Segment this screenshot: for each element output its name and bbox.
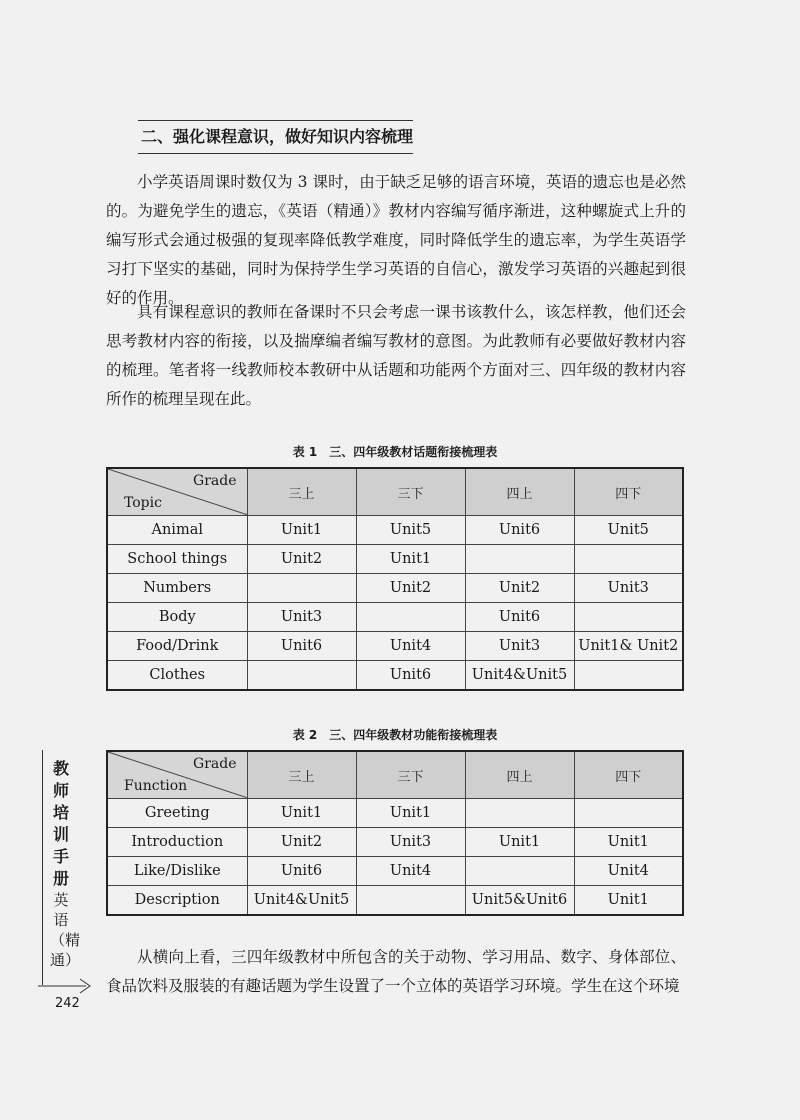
table-row [107, 799, 683, 828]
table-row [107, 828, 683, 857]
sidebar-subject: 英语（精通） [50, 891, 81, 969]
paragraph-1: 小学英语周课时数仅为 3 课时，由于缺乏足够的语言环境，英语的遗忘也是必然的。为避免学生的遗忘，《英语（精通）》教材内容编写循序渐进，这种螺旋式上升的编写形式会通过极强的复现率降低教学难度，同时降低学生的遗忘率，为学生英语学习打下坚实的基础，同时为保持学生学习英语的自信心，激发学习英语的兴趣起到很好的作用。 [106, 173, 686, 307]
table-cell: Unit6 [465, 603, 574, 632]
table-cell [574, 545, 683, 574]
section-heading: 二、强化课程意识，做好知识内容梳理 [138, 120, 413, 154]
table-cell: Unit1 [574, 886, 683, 916]
table-cell: Unit6 [247, 857, 356, 886]
row-label: Clothes [107, 661, 247, 691]
table2-caption: 表 2 三、四年级教材功能衔接梳理表 [292, 728, 498, 742]
table-cell: Unit4 [356, 857, 465, 886]
table-cell [574, 603, 683, 632]
table-row [107, 603, 683, 632]
topic-label: Topic [124, 495, 162, 511]
table-cell [247, 574, 356, 603]
table-cell: Unit1 [574, 828, 683, 857]
table-cell [574, 799, 683, 828]
grade-header: 三上 [247, 751, 356, 799]
row-label: Food/Drink [107, 632, 247, 661]
row-label: Body [107, 603, 247, 632]
table-header-row [107, 468, 683, 516]
grade-label: Grade [193, 473, 237, 489]
table-row [107, 632, 683, 661]
grade-header: 三下 [356, 751, 465, 799]
table-cell: Unit3 [247, 603, 356, 632]
table-cell [356, 886, 465, 916]
table-cell [465, 545, 574, 574]
table-cell [247, 661, 356, 691]
grade-label: Grade [193, 756, 237, 772]
page-number: 242 [55, 996, 80, 1011]
corner-cell [107, 468, 247, 516]
table-cell: Unit3 [356, 828, 465, 857]
grade-header: 三上 [247, 468, 356, 516]
table-cell: Unit1 [465, 828, 574, 857]
table-row [107, 857, 683, 886]
topic-table [106, 467, 684, 691]
row-label: Numbers [107, 574, 247, 603]
function-table [106, 750, 684, 916]
grade-header: 四下 [574, 468, 683, 516]
table-cell: Unit6 [356, 661, 465, 691]
table-cell: Unit1& Unit2 [574, 632, 683, 661]
grade-header: 四上 [465, 468, 574, 516]
table-cell: Unit1 [247, 516, 356, 545]
table-cell: Unit6 [247, 632, 356, 661]
row-label: Introduction [107, 828, 247, 857]
table-cell [465, 857, 574, 886]
table-cell: Unit2 [356, 574, 465, 603]
table-row [107, 545, 683, 574]
table-cell: Unit5&Unit6 [465, 886, 574, 916]
table-cell: Unit5 [574, 516, 683, 545]
sidebar-rule [42, 750, 43, 985]
table-cell [356, 603, 465, 632]
table-cell: Unit4&Unit5 [247, 886, 356, 916]
table-cell [465, 799, 574, 828]
row-label: Animal [107, 516, 247, 545]
table-cell: Unit3 [574, 574, 683, 603]
table-row [107, 516, 683, 545]
table-cell: Unit1 [356, 545, 465, 574]
table-cell: Unit4 [574, 857, 683, 886]
table-row [107, 574, 683, 603]
grade-header: 四上 [465, 751, 574, 799]
table-cell: Unit2 [247, 828, 356, 857]
table-cell: Unit2 [465, 574, 574, 603]
paragraph-2: 具有课程意识的教师在备课时不只会考虑一课书该教什么，该怎样教，他们还会思考教材内容的衔接，以及揣摩编者编写教材的意图。为此教师有必要做好教材内容的梳理。笔者将一线教师校本教研中从话题和功能两个方面对三、四年级的教材内容所作的梳理呈现在此。 [106, 303, 686, 408]
function-label: Function [124, 778, 188, 794]
table-row [107, 886, 683, 916]
table-header-row [107, 751, 683, 799]
table1-caption: 表 1 三、四年级教材话题衔接梳理表 [292, 445, 498, 459]
table-row [107, 661, 683, 691]
table-cell: Unit6 [465, 516, 574, 545]
row-label: School things [107, 545, 247, 574]
table-cell: Unit3 [465, 632, 574, 661]
table-cell [574, 661, 683, 691]
grade-header: 四下 [574, 751, 683, 799]
table-cell: Unit5 [356, 516, 465, 545]
row-label: Like/Dislike [107, 857, 247, 886]
paragraph-3: 从横向上看，三四年级教材中所包含的关于动物、学习用品、数字、身体部位、食品饮料及服装的有趣话题为学生设置了一个立体的英语学习环境。学生在这个环境 [106, 948, 686, 995]
grade-header: 三下 [356, 468, 465, 516]
table-cell: Unit1 [247, 799, 356, 828]
sidebar-book-title: 教师培训手册 [52, 759, 69, 888]
table-cell: Unit4&Unit5 [465, 661, 574, 691]
table-cell: Unit4 [356, 632, 465, 661]
table-cell: Unit1 [356, 799, 465, 828]
corner-cell [107, 751, 247, 799]
row-label: Greeting [107, 799, 247, 828]
row-label: Description [107, 886, 247, 916]
table-cell: Unit2 [247, 545, 356, 574]
page-arrow-icon [38, 975, 98, 997]
